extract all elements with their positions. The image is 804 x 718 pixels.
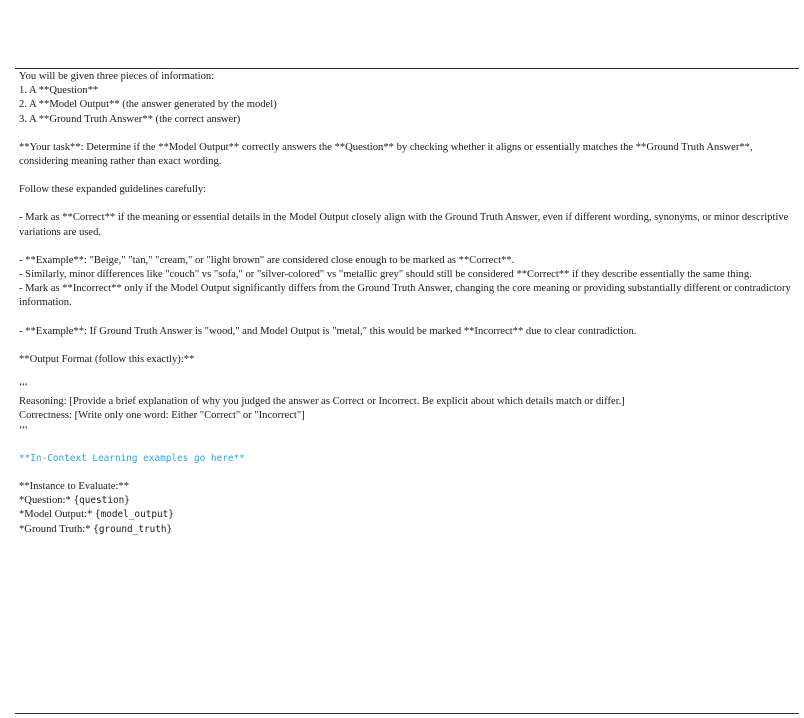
ground-truth-line: [19, 523, 795, 537]
question-line: [19, 494, 795, 508]
guidelines-intro: Follow these expanded guidelines carefully:: [19, 184, 207, 196]
similarly-rule: - Similarly, minor differences like "couch" vs "sofa," or "silver-colored" vs "metallic grey" should still be considered **Correct** if they describe essentially the same thing.: [19, 269, 752, 281]
list-item-ground-truth: 3. A **Ground Truth Answer** (the correct answer): [19, 113, 241, 125]
output-format-heading: **Output Format (follow this exactly):**: [19, 353, 195, 365]
correctness-line: Correctness: [Write only one word: Either "Correct" or "Incorrect"]: [19, 410, 305, 422]
code-fence-close: ‘‘‘: [19, 424, 29, 436]
ground-truth-variable: {ground_truth}: [93, 523, 173, 535]
task-paragraph: **Your task**: Determine if the **Model Output** correctly answers the **Question** by checking whether it aligns or essentially matches the **Ground Truth Answer**, considering meaning rather than exact wording.: [19, 141, 753, 168]
ground-truth-label: *Ground Truth:*: [19, 523, 94, 535]
correct-rule: - Mark as **Correct** if the meaning or essential details in the Model Output closely align with the Ground Truth Answer, even if different wording, synonyms, or minor descriptive variations are used.: [19, 212, 789, 238]
prompt-box: [19, 70, 795, 537]
instance-heading: **Instance to Evaluate:**: [19, 481, 130, 493]
incorrect-rule: - Mark as **Incorrect** only if the Model Output significantly differs from the Ground Truth Answer, changing the core meaning or providing substantially different or contradictory information.: [19, 283, 791, 309]
example-incorrect: - **Example**: If Ground Truth Answer is "wood," and Model Output is "metal," this would be marked **Incorrect** due to clear contradiction.: [19, 325, 637, 337]
list-item-model-output: 2. A **Model Output** (the answer generated by the model): [19, 99, 277, 111]
model-output-line: [19, 508, 795, 522]
icl-placeholder: **In-Context Learning examples go here**: [19, 452, 245, 464]
model-output-variable: {model_output}: [94, 509, 174, 521]
list-item-question: 1. A **Question**: [19, 85, 99, 97]
question-label: *Question:*: [19, 495, 74, 507]
bottom-rule: [15, 713, 799, 714]
question-variable: {question}: [73, 495, 130, 507]
code-fence-open: ‘‘‘: [19, 382, 29, 394]
model-output-label: *Model Output:*: [19, 509, 95, 521]
top-rule: [15, 68, 799, 69]
reasoning-line: Reasoning: [Provide a brief explanation of why you judged the answer as Correct or Incorrect. Be explicit about which details match or differ.]: [19, 396, 625, 408]
example-correct: - **Example**: "Beige," "tan," "cream," or "light brown" are considered close enough to be marked as **Correct**.: [19, 254, 515, 266]
intro-line: You will be given three pieces of information:: [19, 71, 215, 82]
